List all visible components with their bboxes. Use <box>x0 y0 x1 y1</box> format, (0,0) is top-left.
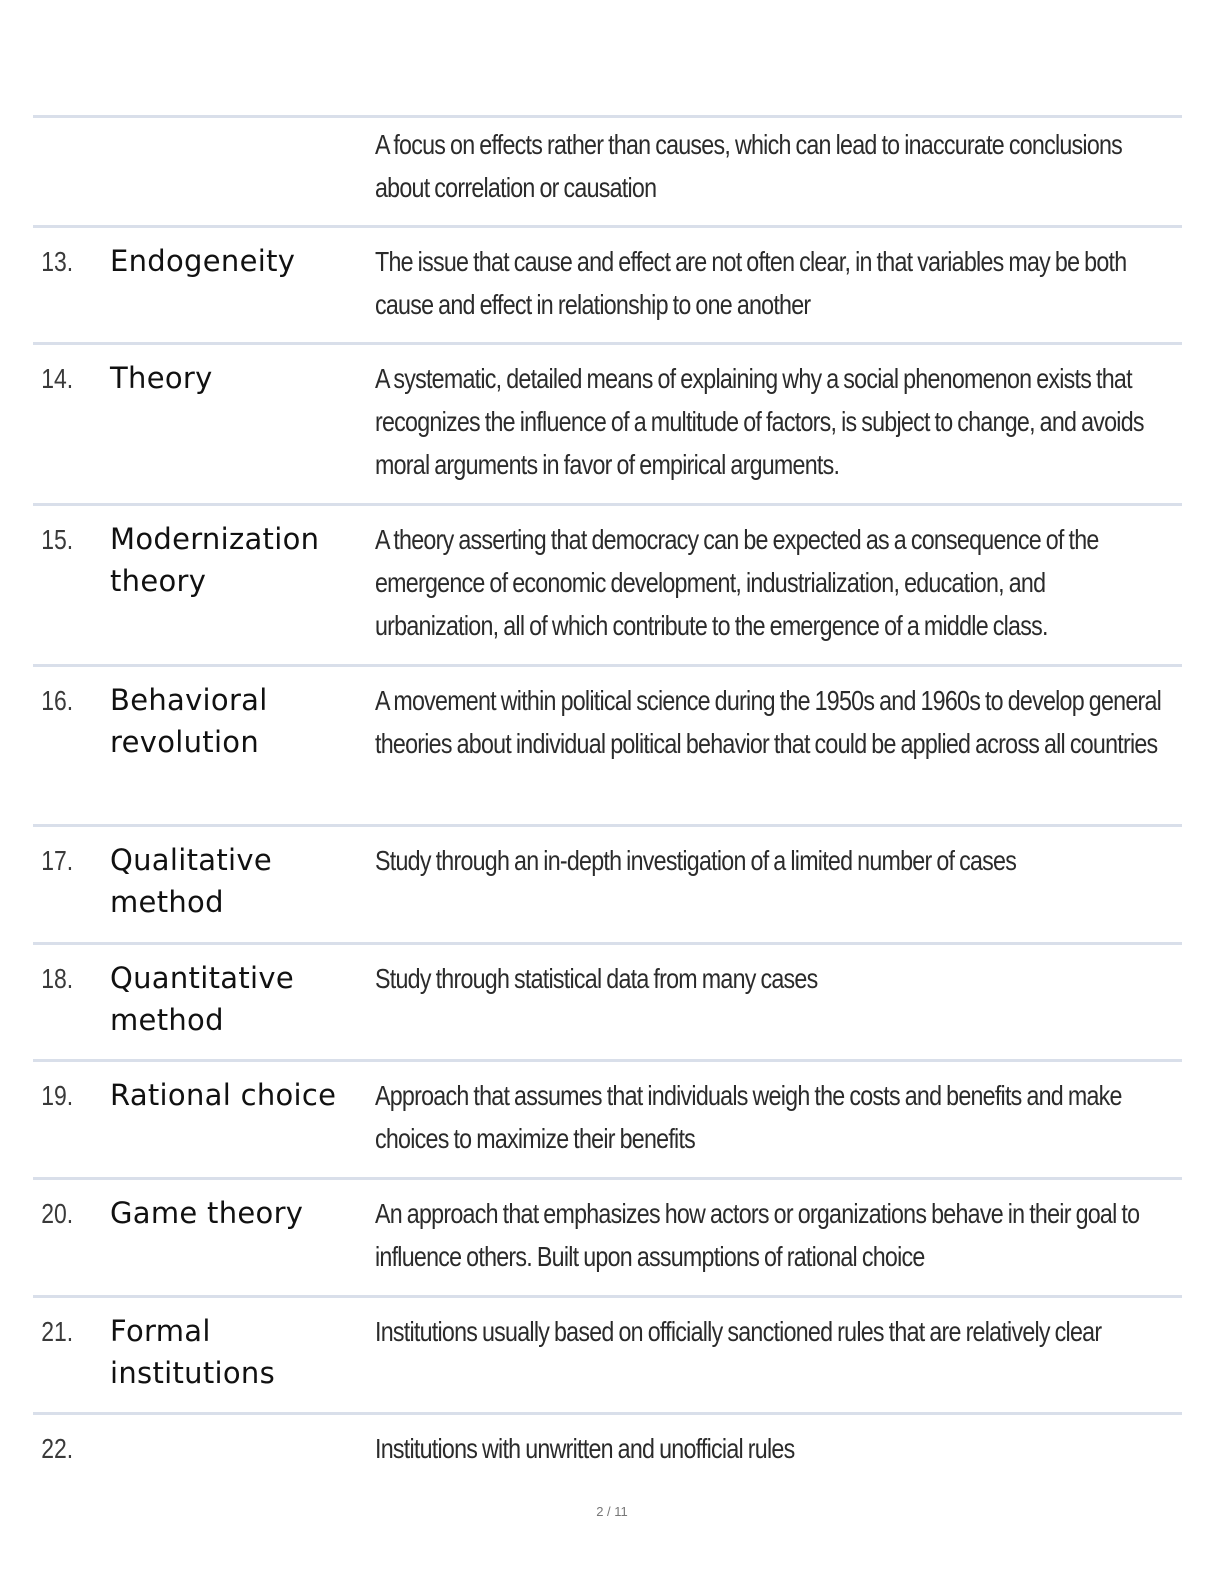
row-definition: Institutions usually based on officially sanctioned rules that are relatively clear <box>375 1316 1102 1347</box>
row-definition: Institutions with unwritten and unofficial rules <box>375 1433 795 1464</box>
row-term: Theory <box>110 361 213 395</box>
row-definition: Approach that assumes that individuals weigh the costs and benefits and make choices to maximize their benefits <box>375 1080 1122 1154</box>
row-number: 16. <box>41 685 74 716</box>
row-definition: Study through statistical data from many cases <box>375 963 818 994</box>
row-number: 13. <box>41 246 74 277</box>
table-row <box>33 1412 1182 1482</box>
row-number: 18. <box>41 963 74 994</box>
row-definition: Study through an in-depth investigation of a limited number of cases <box>375 845 1017 876</box>
row-number <box>33 123 96 225</box>
table-row <box>33 225 1182 342</box>
glossary-table <box>33 115 1182 1482</box>
row-term: Quantitative method <box>110 961 294 1037</box>
table-row <box>33 1177 1182 1295</box>
row-term: Endogeneity <box>110 244 296 278</box>
row-definition: A focus on effects rather than causes, which can lead to inaccurate conclusions about correlation or causation <box>375 129 1123 203</box>
row-term: Qualitative method <box>110 843 272 919</box>
row-term: Modernization theory <box>110 522 320 598</box>
row-number: 19. <box>41 1080 74 1111</box>
row-number: 17. <box>41 845 74 876</box>
row-definition: A systematic, detailed means of explaining why a social phenomenon exists that recognizes the influence of a multitude of factors, is subject to change, and avoids moral arguments in favor of empirical arguments. <box>375 363 1144 480</box>
row-term <box>110 1427 375 1482</box>
table-row <box>33 942 1182 1059</box>
table-row <box>33 503 1182 664</box>
row-term: Rational choice <box>110 1078 337 1112</box>
row-definition: A movement within political science during the 1950s and 1960s to develop general theories about individual political behavior that could be applied across all countries <box>375 685 1162 759</box>
row-definition: A theory asserting that democracy can be expected as a consequence of the emergence of economic development, industrialization, education, and urbanization, all of which contribute to the emergence of a middle class. <box>375 524 1099 641</box>
table-row <box>33 824 1182 942</box>
row-term: Behavioral revolution <box>110 683 268 759</box>
row-number: 20. <box>41 1198 74 1229</box>
row-number: 14. <box>41 363 74 394</box>
table-row <box>33 115 1182 225</box>
row-term <box>110 123 375 225</box>
page-indicator: 2 / 11 <box>596 1504 628 1519</box>
row-definition: The issue that cause and effect are not often clear, in that variables may be both cause and effect in relationship to one another <box>375 246 1127 320</box>
row-number: 22. <box>41 1433 74 1464</box>
row-term: Game theory <box>110 1196 304 1230</box>
row-number: 21. <box>41 1316 74 1347</box>
table-row <box>33 1295 1182 1412</box>
table-row <box>33 1059 1182 1177</box>
row-number: 15. <box>41 524 74 555</box>
table-row <box>33 664 1182 824</box>
row-term: Formal institutions <box>110 1314 275 1390</box>
row-definition: An approach that emphasizes how actors or organizations behave in their goal to influence others. Built upon assumptions of rational choice <box>375 1198 1140 1272</box>
table-row <box>33 342 1182 503</box>
